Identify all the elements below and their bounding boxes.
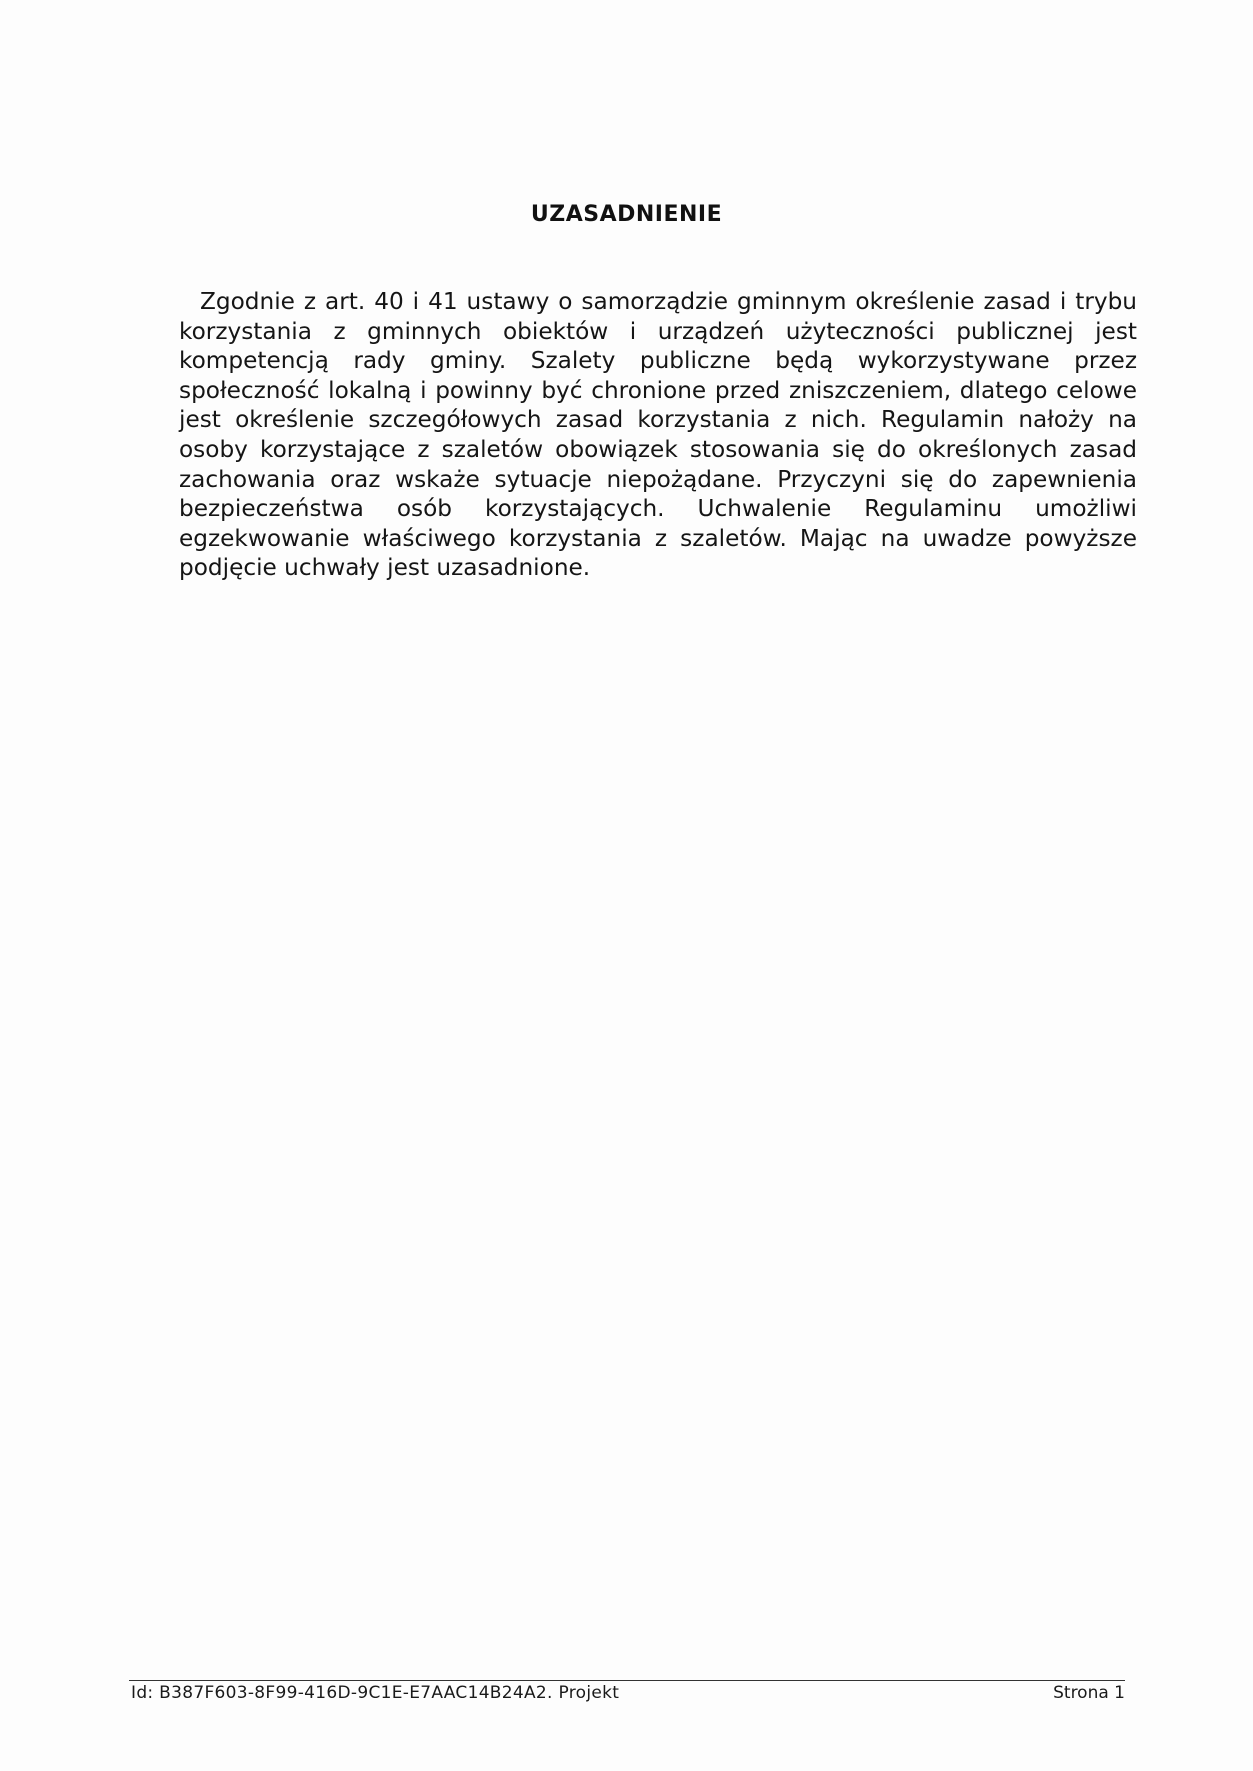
document-title: UZASADNIENIE — [530, 202, 723, 227]
footer-page-number: Strona 1 — [1053, 1683, 1125, 1703]
document-body-paragraph: Zgodnie z art. 40 i 41 ustawy o samorządzie gminnym określenie zasad i trybu korzystania z gminnych obiektów i urządzeń użyteczności publicznej jest kompetencją rady gminy. Szalety publiczne będą wykorzystywane przez społeczność lokalną i powinny być chronione przed zniszczeniem, dlatego celowe jest określenie szczegółowych zasad korzystania z nich. Regulamin nałoży na osoby korzystające z szaletów obowiązek stosowania się do określonych zasad zachowania oraz wskaże sytuacje niepożądane. Przyczyni się do zapewnienia bezpieczeństwa osób korzystających. Uchwalenie Regulaminu umożliwi egzekwowanie właściwego korzystania z szaletów. Mając na uwadze powyższe podjęcie uchwały jest uzasadnione. — [179, 288, 1137, 582]
footer-divider — [129, 1680, 1125, 1681]
footer-document-id: Id: B387F603-8F99-416D-9C1E-E7AAC14B24A2. Projekt — [131, 1683, 620, 1703]
